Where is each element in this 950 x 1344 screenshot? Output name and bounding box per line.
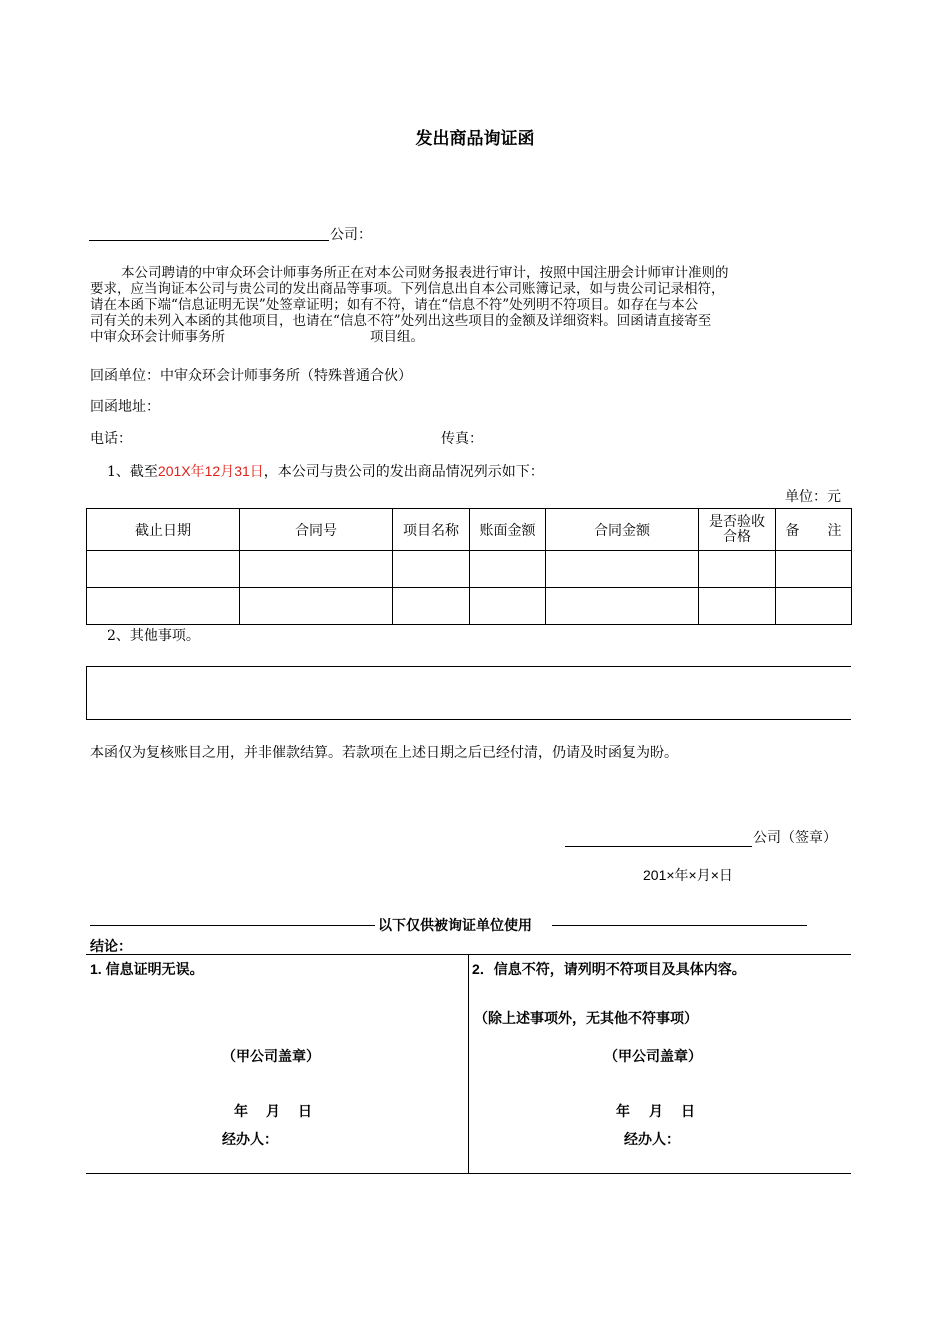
page-title: 发出商品询证函 [415, 129, 535, 148]
goods-table [86, 508, 852, 625]
header-contract-no: 合同号 [240, 509, 393, 551]
right-date-month: 月 [649, 1103, 663, 1119]
signature-company: 公司（签章） [753, 830, 837, 846]
section1-suffix: ，本公司与贵公司的发出商品情况列示如下： [263, 464, 544, 480]
table-cell[interactable] [699, 588, 776, 625]
header-remarks: 备 注 [776, 509, 852, 551]
table-cell[interactable] [546, 551, 699, 588]
left-seal: （甲公司盖章） [222, 1048, 320, 1064]
signature-date: 201×年×月×日 [643, 867, 733, 883]
intro-line-5b: 项目组。 [370, 329, 424, 345]
conclusion-divider [468, 955, 469, 1173]
unit-label: 单位：元 [785, 489, 841, 505]
table-header-row [87, 509, 852, 551]
header-book-amount: 账面金额 [470, 509, 546, 551]
table-cell[interactable] [776, 551, 852, 588]
section2-text: 2、其他事项。 [107, 628, 200, 644]
table-row [87, 551, 852, 588]
table-cell[interactable] [393, 551, 470, 588]
right-note: （除上述事项外，无其他不符事项） [474, 1010, 698, 1026]
table-cell[interactable] [393, 588, 470, 625]
intro-line-3: 请在本函下端“信息证明无误”处签章证明；如有不符，请在“信息不符”处列明不符项目。如存在与本公 [90, 297, 699, 313]
signature-blank-line[interactable] [565, 846, 752, 847]
intro-line-4: 司有关的未列入本函的其他项目，也请在“信息不符”处列出这些项目的金额及详细资料。回函请直接寄至 [90, 313, 712, 329]
divider-line-right [552, 925, 807, 926]
table-row [87, 588, 852, 625]
table-cell[interactable] [546, 588, 699, 625]
addressee-blank-line[interactable] [89, 240, 329, 241]
table-cell[interactable] [87, 551, 240, 588]
right-date-year: 年 [616, 1103, 630, 1119]
reply-fax: 传真： [441, 431, 483, 447]
table-cell[interactable] [240, 551, 393, 588]
table-cell[interactable] [240, 588, 393, 625]
conclusion-bottom-border [86, 1173, 851, 1174]
header-contract-amount: 合同金额 [546, 509, 699, 551]
other-matters-box[interactable] [86, 666, 851, 720]
intro-line-5a: 中审众环会计师事务所 [90, 329, 225, 345]
header-acceptance-line1: 是否验收 [709, 513, 765, 530]
header-acceptance [699, 509, 776, 551]
right-seal: （甲公司盖章） [604, 1048, 702, 1064]
left-handler: 经办人： [222, 1131, 278, 1147]
table-cell[interactable] [470, 588, 546, 625]
header-acceptance-line2: 合格 [723, 528, 751, 545]
table-cell[interactable] [776, 588, 852, 625]
right-heading: 2．信息不符，请列明不符项目及具体内容。 [472, 961, 746, 977]
header-cutoff-date: 截止日期 [87, 509, 240, 551]
intro-line-2: 要求，应当询证本公司与贵公司的发出商品等事项。下列信息出自本公司账簿记录，如与贵公司记录相符， [90, 281, 725, 297]
table-cell[interactable] [699, 551, 776, 588]
reply-unit: 回函单位：中审众环会计师事务所（特殊普通合伙） [90, 368, 412, 384]
right-handler: 经办人： [624, 1131, 680, 1147]
left-date-year: 年 [234, 1103, 248, 1119]
reply-address: 回函地址： [90, 399, 160, 415]
right-date-day: 日 [681, 1103, 695, 1119]
left-date-day: 日 [298, 1103, 312, 1119]
table-cell[interactable] [87, 588, 240, 625]
left-date-month: 月 [266, 1103, 280, 1119]
conclusion-label: 结论： [90, 938, 132, 954]
intro-line-1: 本公司聘请的中审众环会计师事务所正在对本公司财务报表进行审计，按照中国注册会计师审计准则的 [121, 265, 729, 281]
section1-text [107, 462, 544, 481]
disclaimer-text: 本函仅为复核账目之用，并非催款结算。若款项在上述日期之后已经付清，仍请及时函复为盼。 [90, 745, 678, 761]
section1-prefix: 1、截至 [107, 464, 158, 480]
reply-phone: 电话： [90, 431, 132, 447]
header-project-name: 项目名称 [393, 509, 470, 551]
addressee-suffix: 公司： [330, 227, 372, 243]
divider-line-left [90, 925, 375, 926]
table-cell[interactable] [470, 551, 546, 588]
section1-date: 201X年12月31日 [157, 463, 264, 479]
divider-label: 以下仅供被询证单位使用 [378, 917, 532, 933]
left-heading: 1. 信息证明无误。 [90, 961, 204, 977]
